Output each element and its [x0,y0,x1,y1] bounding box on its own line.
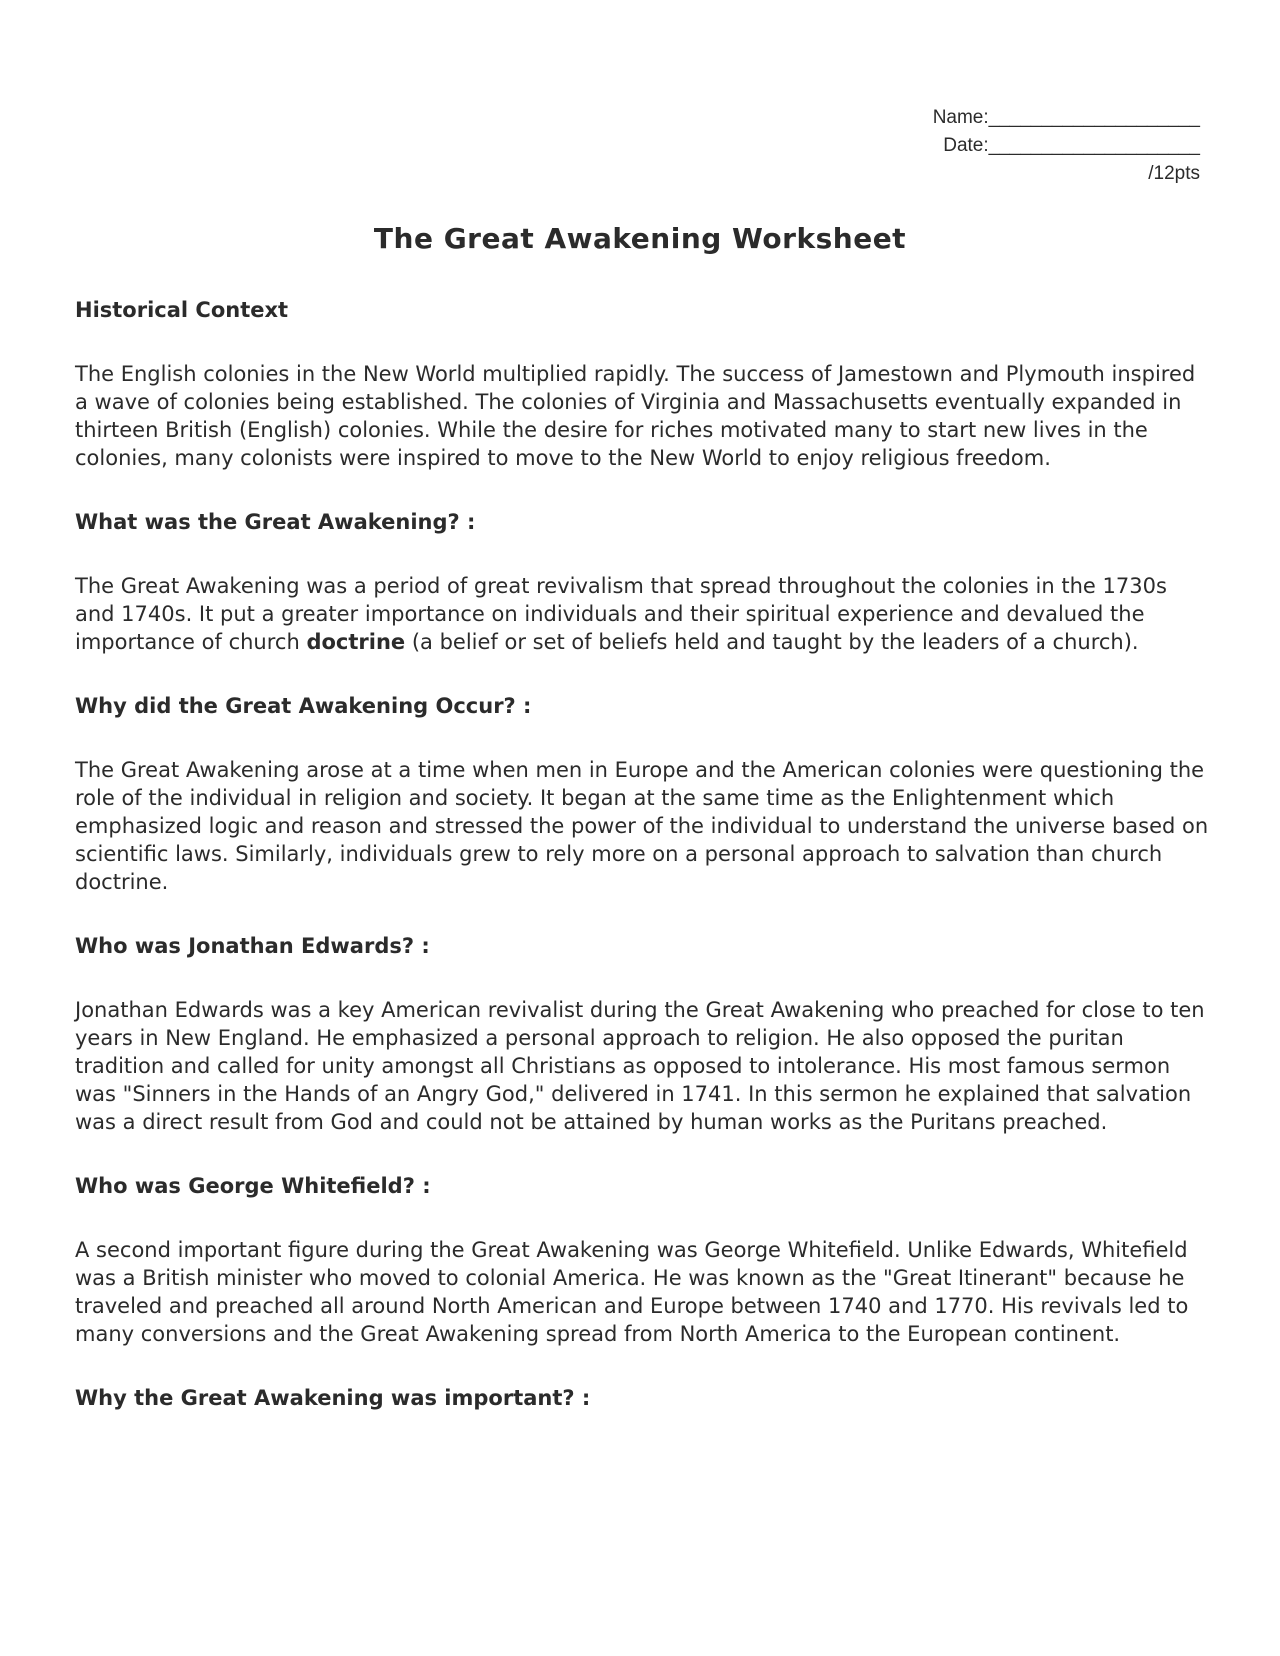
name-field-label: Name:____________________ [932,107,1200,128]
bold-term-doctrine: doctrine [306,630,406,654]
text-segment: The Great Awakening was a period of great revivalism that spread throughout the colonies in the 1730s and 1740s. It put a greater importance on individuals and their spiritual experience and devalued the importance of church [75,574,1167,654]
points-label: /12pts [1148,163,1200,184]
section-text-jonathan-edwards: Jonathan Edwards was a key American revivalist during the Great Awakening who preached for close to ten years in New England. He emphasized a personal approach to religion. He also opposed the puritan tradition and called for unity amongst all Christians as opposed to intolerance. His most famous sermon was "Sinners in the Hands of an Angry God," delivered in 1741. In this sermon he explained that salvation was a direct result from God and could not be attained by human works as the Puritans preached. [75,998,1205,1134]
section-text-george-whitefield: A second important figure during the Great Awakening was George Whitefield. Unlike Edwards, Whitefield was a British minister who moved to colonial America. He was known as the "Great Itinerant" because he traveled and preached all around North American and Europe between 1740 and 1770. His revivals led to many conversions and the Great Awakening spread from North America to the European continent. [75,1238,1189,1346]
section-heading-jonathan-edwards: Who was Jonathan Edwards? : [75,934,430,958]
section-heading-why-important: Why the Great Awakening was important? : [75,1386,591,1410]
section-heading-why-occur: Why did the Great Awakening Occur? : [75,694,532,718]
worksheet-title: The Great Awakening Worksheet [373,222,907,255]
section-text-historical-context: The English colonies in the New World multiplied rapidly. The success of Jamestown and Plymouth inspired a wave of colonies being established. The colonies of Virginia and Massachusetts eventually expanded in thirteen British (English) colonies. While the desire for riches motivated many to start new lives in the colonies, many colonists were inspired to move to the New World to enjoy religious freedom. [75,362,1196,470]
section-heading-historical-context: Historical Context [75,298,289,322]
section-heading-george-whitefield: Who was George Whitefield? : [75,1174,431,1198]
worksheet-body [75,296,1210,1448]
text-segment: (a belief or set of beliefs held and taught by the leaders of a church). [405,630,1139,654]
student-info-block [933,104,1200,188]
section-heading-what-was: What was the Great Awakening? : [75,510,476,534]
date-field-label: Date:____________________ [943,135,1200,156]
section-text-what-was [75,572,1210,656]
section-text-why-occur: The Great Awakening arose at a time when men in Europe and the American colonies were questioning the role of the individual in religion and society. It began at the same time as the Enlightenment which emphasized logic and reason and stressed the power of the individual to understand the universe based on scientific laws. Similarly, individuals grew to rely more on a personal approach to salvation than church doctrine. [75,758,1209,894]
